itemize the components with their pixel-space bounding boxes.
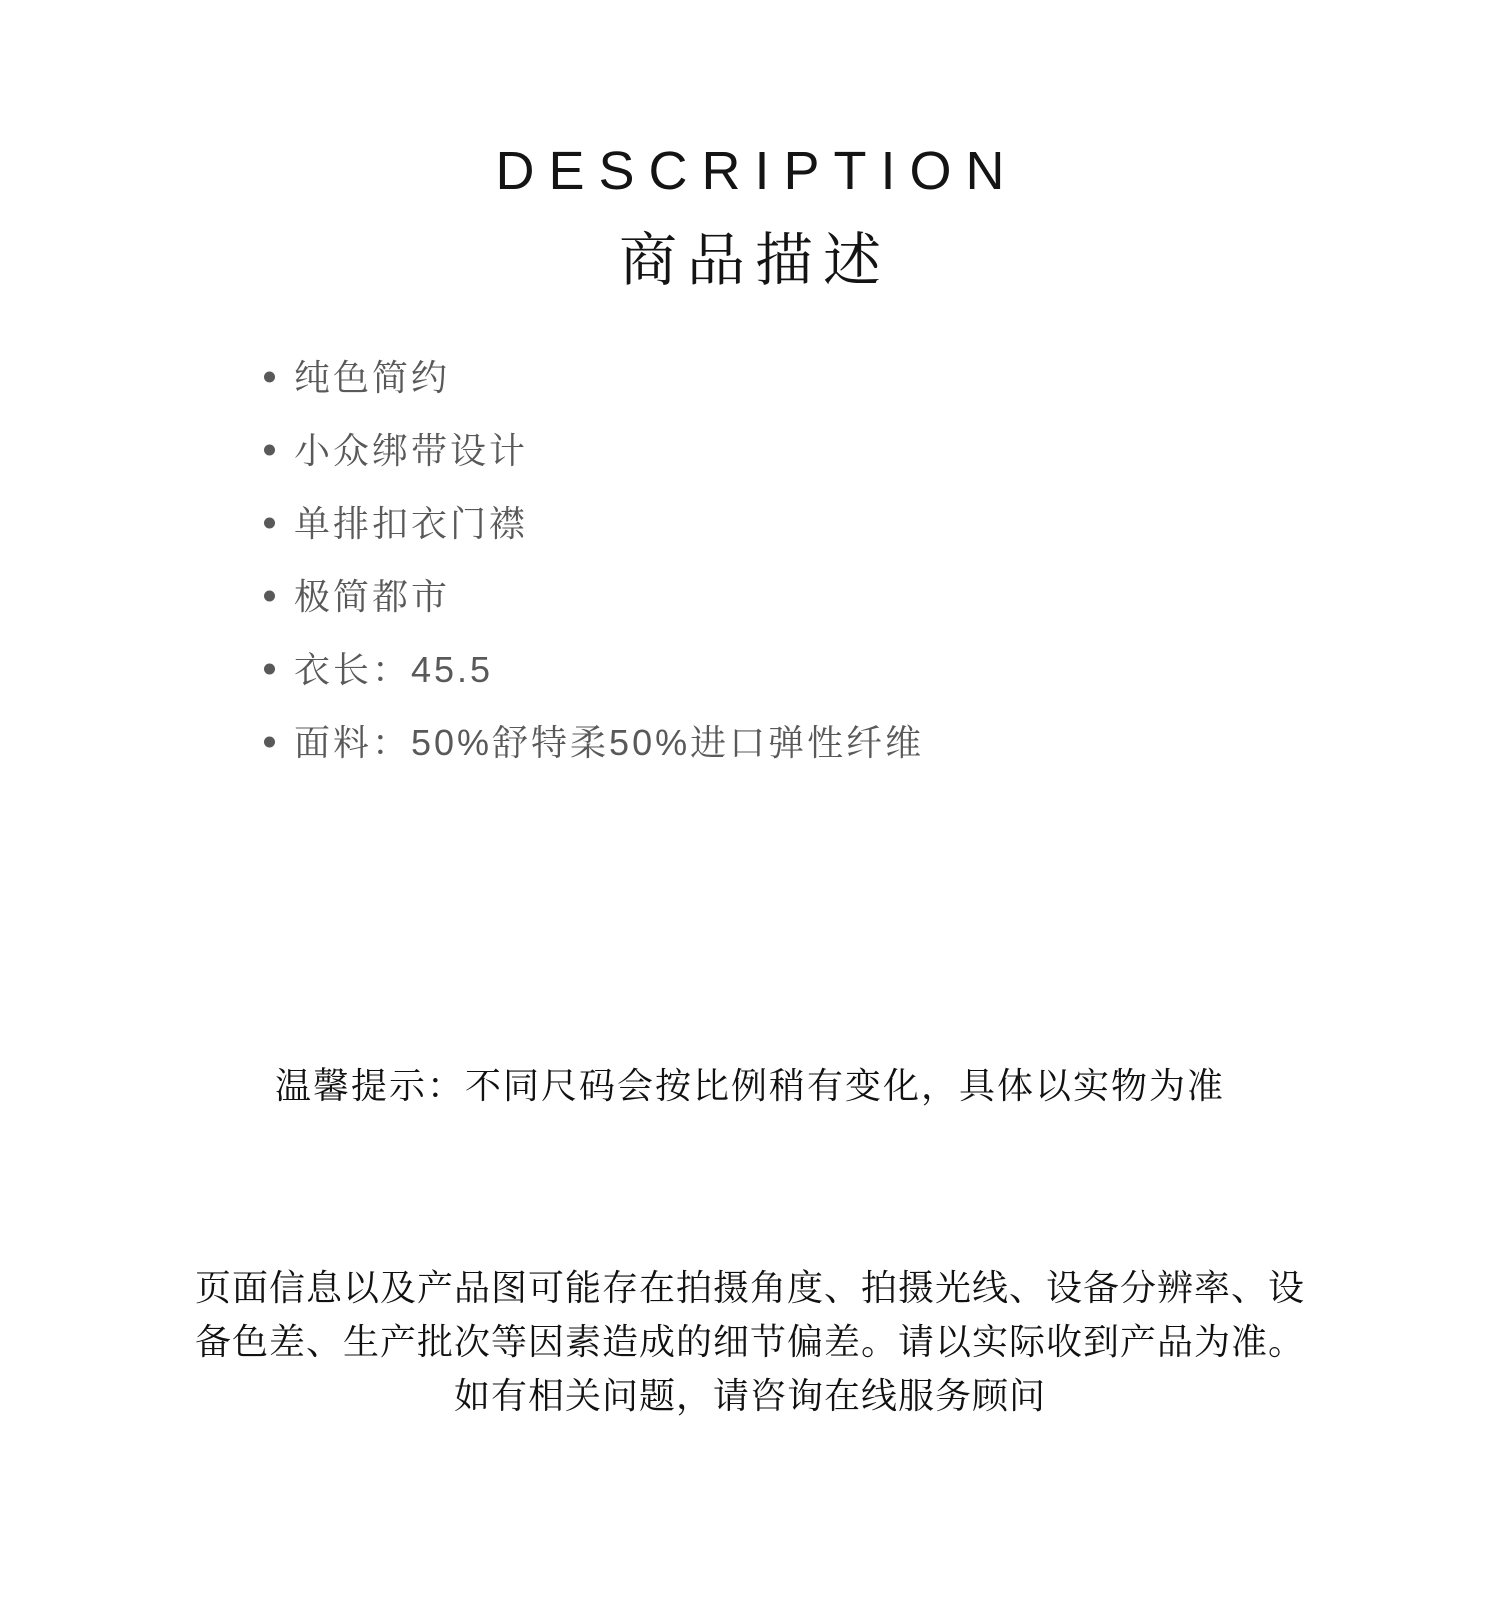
list-item	[264, 706, 1500, 779]
list-item	[264, 414, 1500, 487]
list-item	[264, 341, 1500, 414]
list-item-text: 纯色简约	[294, 356, 451, 398]
list-item-text: 衣长：45.5	[294, 648, 494, 690]
list-item-text: 面料：50%舒特柔50%进口弹性纤维	[294, 721, 925, 763]
feature-list	[0, 341, 1500, 779]
bullet-dot-icon	[264, 372, 275, 383]
bullet-dot-icon	[264, 518, 275, 529]
page-subtitle: 商品描述	[618, 228, 891, 294]
list-item-text: 小众绑带设计	[294, 429, 529, 471]
bullet-dot-icon	[264, 591, 275, 602]
list-item	[264, 560, 1500, 633]
bullet-dot-icon	[264, 664, 275, 675]
disclaimer	[150, 1261, 1350, 1423]
size-note: 温馨提示：不同尺码会按比例稍有变化，具体以实物为准	[274, 1064, 1225, 1106]
disclaimer-line: 页面信息以及产品图可能存在拍摄角度、拍摄光线、设备分辨率、设	[194, 1266, 1305, 1308]
list-item	[264, 487, 1500, 560]
list-item-text: 单排扣衣门襟	[294, 502, 529, 544]
disclaimer-line: 如有相关问题，请咨询在线服务顾问	[453, 1374, 1046, 1416]
bullet-dot-icon	[264, 737, 275, 748]
list-item	[264, 633, 1500, 706]
bullet-dot-icon	[264, 445, 275, 456]
list-item-text: 极简都市	[294, 575, 451, 617]
page-title: DESCRIPTION	[495, 141, 1019, 201]
disclaimer-line: 备色差、生产批次等因素造成的细节偏差。请以实际收到产品为准。	[194, 1320, 1305, 1362]
